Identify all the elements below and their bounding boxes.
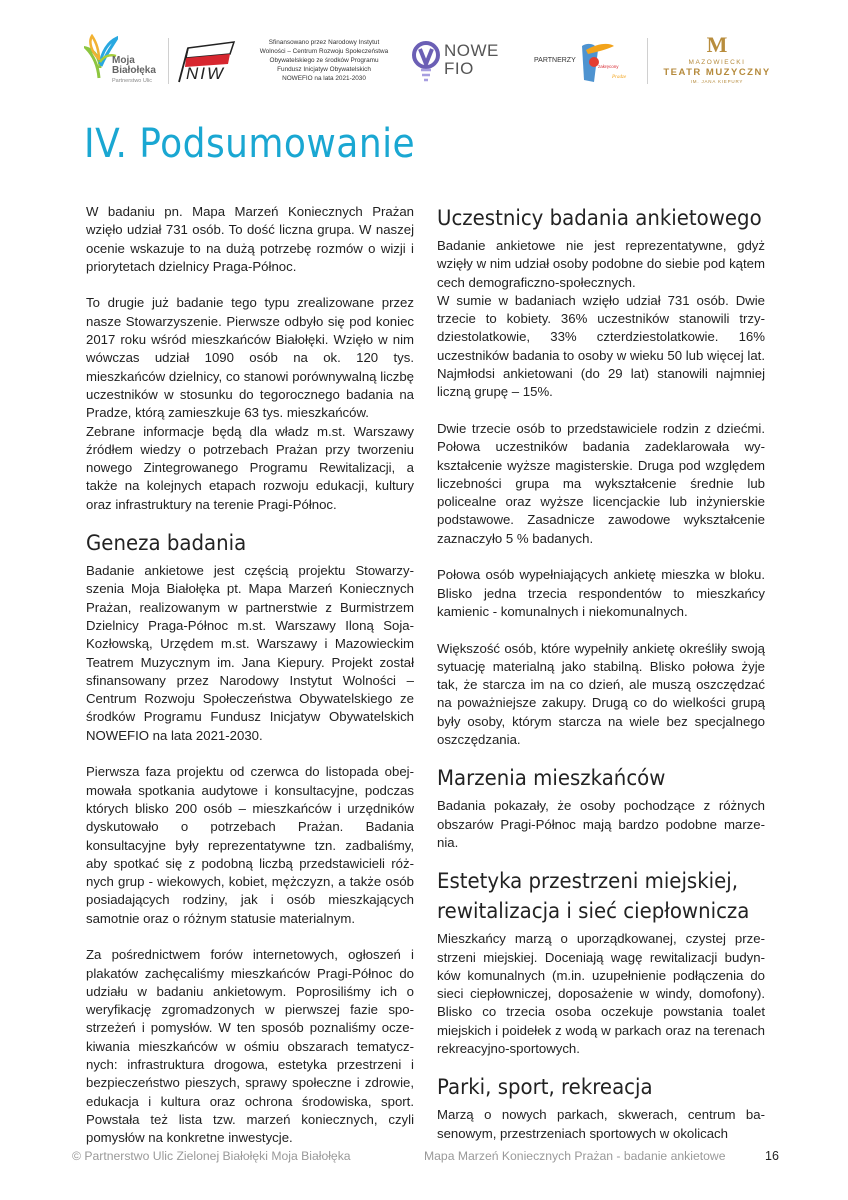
moja-logo-line1: Moja <box>112 55 135 66</box>
fio-logo-text <box>444 42 499 78</box>
funding-line: Wolności – Centrum Rozwoju Społeczeństwa <box>259 48 389 55</box>
right-column <box>437 203 765 1161</box>
page-number: 16 <box>765 1149 779 1163</box>
logo-divider <box>168 38 169 84</box>
section-heading-marzenia: Marzenia mieszkańców <box>437 766 666 791</box>
paragraph: Mieszkańcy marzą o uporządkowanej, czystej przestrzeni miejskiej. Doceniają wagę rewitalizacji budynków komunalnych (m.in. uzupełnienie podłączenia do sieci ciepłowniczej, doposażenie w windy, domofony). Blisko co trzecia osoba oczekuje powstania toalet miejskich i poidełek z wodą w parkach oraz na terenach rekreacyjno-sportowych. <box>437 931 765 1056</box>
svg-text:Pradze: Pradze <box>612 75 627 80</box>
niw-logo-text: NIW <box>186 64 226 83</box>
paragraph: To drugie już badanie tego typu zrealizowane przez nasze Stowarzyszenie. Pierwsze odbyło się pod koniec 2017 roku wśród mieszkańców Białołęki. Wzięło w nim wówczas udział 1090 osób na ok. 120 tys. mieszkańców dzielnicy, co stanowi porównywalną liczbę uczestników w stosunku do tegorocznego badania na Pradze, którą zamieszkuje 63 tys. mieszkańców. <box>86 295 414 421</box>
paragraph: Pierwsza faza projektu od czerwca do listopada obejmowała spotkania audytowe i konsultacyjne, podczas których blisko 200 osób – mieszkańców i urzędników dyskutowało o potrzebach Prażan. Badania konsultacyjne były reprezentatywne tzn. zadbaliśmy, aby spotkać się z podobną liczbą przedstawicieli różnych grup - wiekowych, kobiet, mężczyzn, a także osób posiadających rodziny, jak i osób mieszkających samotnie oraz o różnym statusie materialnym. <box>86 764 414 926</box>
paragraph: Marzą o nowych parkach, skwerach, centrum basenowym, przestrzeniach sportowych w okolicach <box>437 1107 765 1141</box>
fio-line1: NOWE <box>444 41 499 60</box>
paragraph: W badaniu pn. Mapa Marzeń Koniecznych Prażan wzięło udział 731 osób. To dość liczna grupa. W naszej ocenie wskazuje to na dużą potrzebę rozmów o wizji i priorytetach dzielnicy Praga-Północ. <box>86 204 414 274</box>
teatr-line2: TEATR MUZYCZNY <box>663 67 771 78</box>
section-heading-estetyka: Estetyka przestrzeni miejskiej, rewitalizacja i sieć ciepłownicza <box>437 869 750 924</box>
paragraph: Badania pokazały, że osoby pochodzące z różnych obszarów Pragi-Północ mają bardzo podobne marzenia. <box>437 798 765 850</box>
paragraph: Dwie trzecie osób to przedstawiciele rodzin z dziećmi. Połowa uczestników badania zadeklarowała wykształcenie wyższe magisterskie. Druga pod względem liczebności grupa ma wykształcenie średnie lub policealne oraz wyższe licencjackie lub inżynierskie podstawowe. Zasadnicze zawodowe wykształcenie zaznaczyło 5 % badanych. <box>437 420 765 546</box>
moja-bialoleka-logo <box>84 34 164 86</box>
moja-logo-line2: Białołęka <box>112 65 156 76</box>
teatr-line1: MAZOWIECKI <box>688 59 746 66</box>
header-logos <box>84 30 784 90</box>
paragraph: Połowa osób wypełniających ankietę mieszka w bloku. Blisko jedna trzecia respondentów to mieszkańcy kamienic - komunalnych i niekomunalnych. <box>437 567 765 619</box>
teatr-line3: IM. JANA KIEPURY <box>690 79 744 84</box>
paragraph: Większość osób, które wypełniły ankietę określiły swoją sytuację materialną jako stabilną. Blisko połowa żyje tak, że starcza im na co dzień, ale muszą oszczędzać na poważniejsze zakupy. Drugą co do wielkości grupą były osoby, którym starcza na wiele bez specjalnego oszczędzania. <box>437 640 765 748</box>
section-heading-geneza: Geneza badania <box>86 531 247 556</box>
funding-line: Obywatelskiego ze środków Programu <box>269 57 379 64</box>
left-column <box>86 203 414 1166</box>
footer-copyright: © Partnerstwo Ulic Zielonej Białołęki Moja Białołęka <box>72 1149 351 1163</box>
page-title: IV. Podsumowanie <box>84 121 416 167</box>
niw-logo <box>176 38 236 84</box>
funding-line: Sfinansowano przez Narodowy Instytut <box>268 39 380 46</box>
teatr-mark-icon: M <box>706 32 728 57</box>
paragraph: Zebrane informacje będą dla władz m.st. Warszawy źródłem wiedzy o potrzebach Prażan przy tworzeniu nowego Zintegrowanego Programu Rewitalizacji, a także na kolejnych etapach rozwoju edukacji, kultury oraz infrastruktury na terenie Pragi-Północ. <box>86 423 414 512</box>
nowe-fio-logo <box>412 40 512 82</box>
partner-emblem-icon <box>578 40 640 84</box>
footer-document-title: Mapa Marzeń Koniecznych Prażan - badanie ankietowe <box>424 1149 726 1163</box>
funding-line: NOWEFIO na lata 2021-2030 <box>282 75 366 82</box>
paragraph: W sumie w badaniach wzięło udział 731 osób. Dwie trzecie to kobiety. 36% uczestników stanowili trzydziestolatkowie, 33% czterdziestolatkowie. 16% uczestników badania to osoby w wieku 50 lub więcej lat. Najmłodsi ankietowani (do 29 lat) stanowili najmniej liczną grupę – 15%. <box>437 292 765 400</box>
paragraph: Za pośrednictwem forów internetowych, ogłoszeń i plakatów zachęcaliśmy mieszkańców Pragi-Północ do udziału w badaniu ankietowym. Poprosiliśmy ich o weryfikację zgromadzonych w pierwszej fazie spostrzeżeń i pomysłów. W ten sposób poznaliśmy oczekiwania mieszkańców w ośmiu obszarach tematycznych: infrastruktura drogowa, estetyka przestrzeni i bezpieczeństwo pieszych, sprawy społeczne i zdrowie, edukacja i kultura oraz ochrona środowiska, sport. Powstała też lista tzw. marzeń koniecznych, czyli pomysłów na konkretne inwestycje. <box>86 947 414 1146</box>
section-heading-parki: Parki, sport, rekreacja <box>437 1075 653 1100</box>
section-heading-uczestnicy: Uczestnicy badania ankietowego <box>437 206 762 230</box>
paragraph: Badanie ankietowe nie jest reprezentatywne, gdyż wzięły w nim udział osoby podobne do siebie pod kątem cech demograficzno-społecznych. <box>437 238 765 290</box>
lightbulb-icon <box>412 40 440 82</box>
praga-partner-logo <box>578 40 640 84</box>
moja-logo-line3: Partnerstwo Ulic <box>112 78 153 84</box>
paragraph: Badanie ankietowe jest częścią projektu Stowarzyszenia Moja Białołęka pt. Mapa Marzeń Koniecznych Prażan, realizowanym w partnerstwie z Burmistrzem Dzielnicy Praga-Północ m.st. Warszawy Iloną Soja-Kozłowską, Urzędem m.st. Warszawy i Mazowieckim Teatrem Muzycznym im. Jana Kiepury. Projekt został sfinansowany przez Narodowy Instytut Wolności – Centrum Rozwoju Społeczeństwa Obywatelskiego ze środków Programu Fundusz Inicjatyw Obywatelskich NOWEFIO na lata 2021-2030. <box>86 563 414 743</box>
logo-divider <box>647 38 648 84</box>
funding-notice <box>249 38 399 83</box>
funding-line: Fundusz Inicjatyw Obywatelskich <box>277 66 371 73</box>
partners-label: PARTNERZY <box>534 57 576 64</box>
fio-line2: FIO <box>444 59 474 78</box>
svg-text:zakręcony: zakręcony <box>598 64 619 69</box>
teatr-muzyczny-logo <box>652 34 782 90</box>
